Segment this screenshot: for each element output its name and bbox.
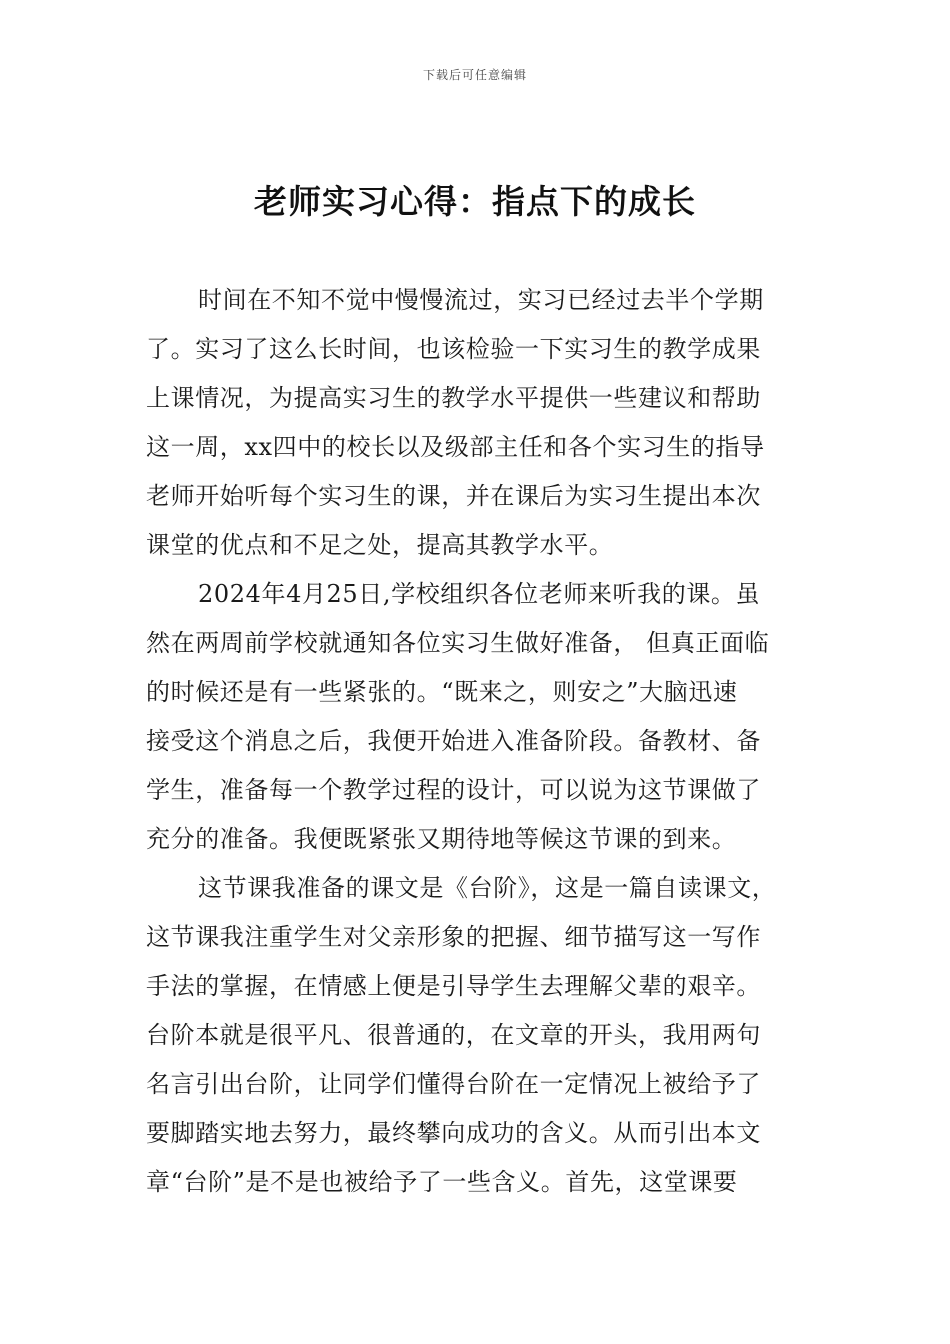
text-line: 要脚踏实地去努力，最终攀向成功的含义。从而引出本文 — [146, 1119, 761, 1147]
text-line: 时间在不知不觉中慢慢流过，实习已经过去半个学期 — [198, 286, 764, 314]
text-line: 学生，准备每一个教学过程的设计，可以说为这节课做了 — [146, 776, 761, 804]
text-line: 手法的掌握，在情感上便是引导学生去理解父辈的艰辛。 — [146, 972, 761, 1000]
text-line: 然在两周前学校就通知各位实习生做好准备， 但真正面临 — [146, 629, 770, 657]
text-line: 台阶本就是很平凡、很普通的，在文章的开头，我用两句 — [146, 1021, 761, 1049]
text-line: 的时候还是有一些紧张的。“既来之，则安之”大脑迅速 — [146, 678, 738, 706]
text-line: 课堂的优点和不足之处，提高其教学水平。 — [146, 531, 614, 559]
text-line: 老师开始听每个实习生的课，并在课后为实习生提出本次 — [146, 482, 761, 510]
text-line: 这节课我注重学生对父亲形象的把握、细节描写这一写作 — [146, 923, 761, 951]
text-line: 这节课我准备的课文是《台阶》，这是一篇自读课文， — [198, 874, 777, 902]
text-line: 章“台阶”是不是也被给予了一些含义。首先，这堂课要 — [146, 1168, 738, 1196]
text-line: 上课情况，为提高实习生的教学水平提供一些建议和帮助 — [146, 384, 761, 412]
text-line: 充分的准备。我便既紧张又期待地等候这节课的到来。 — [146, 825, 737, 853]
text-line: 这一周，xx四中的校长以及级部主任和各个实习生的指导 — [146, 433, 765, 461]
text-line: 了。实习了这么长时间，也该检验一下实习生的教学成果 — [146, 335, 761, 363]
document-title: 老师实习心得：指点下的成长 — [254, 182, 696, 221]
body-text — [146, 280, 809, 1211]
text-line: 接受这个消息之后，我便开始进入准备阶段。备教材、备 — [146, 727, 761, 755]
header-note: 下载后可任意编辑 — [422, 68, 527, 82]
text-line: 名言引出台阶，让同学们懂得台阶在一定情况上被给予了 — [146, 1070, 761, 1098]
text-line: 2024年4月25日,学校组织各位老师来听我的课。虽 — [198, 580, 761, 608]
